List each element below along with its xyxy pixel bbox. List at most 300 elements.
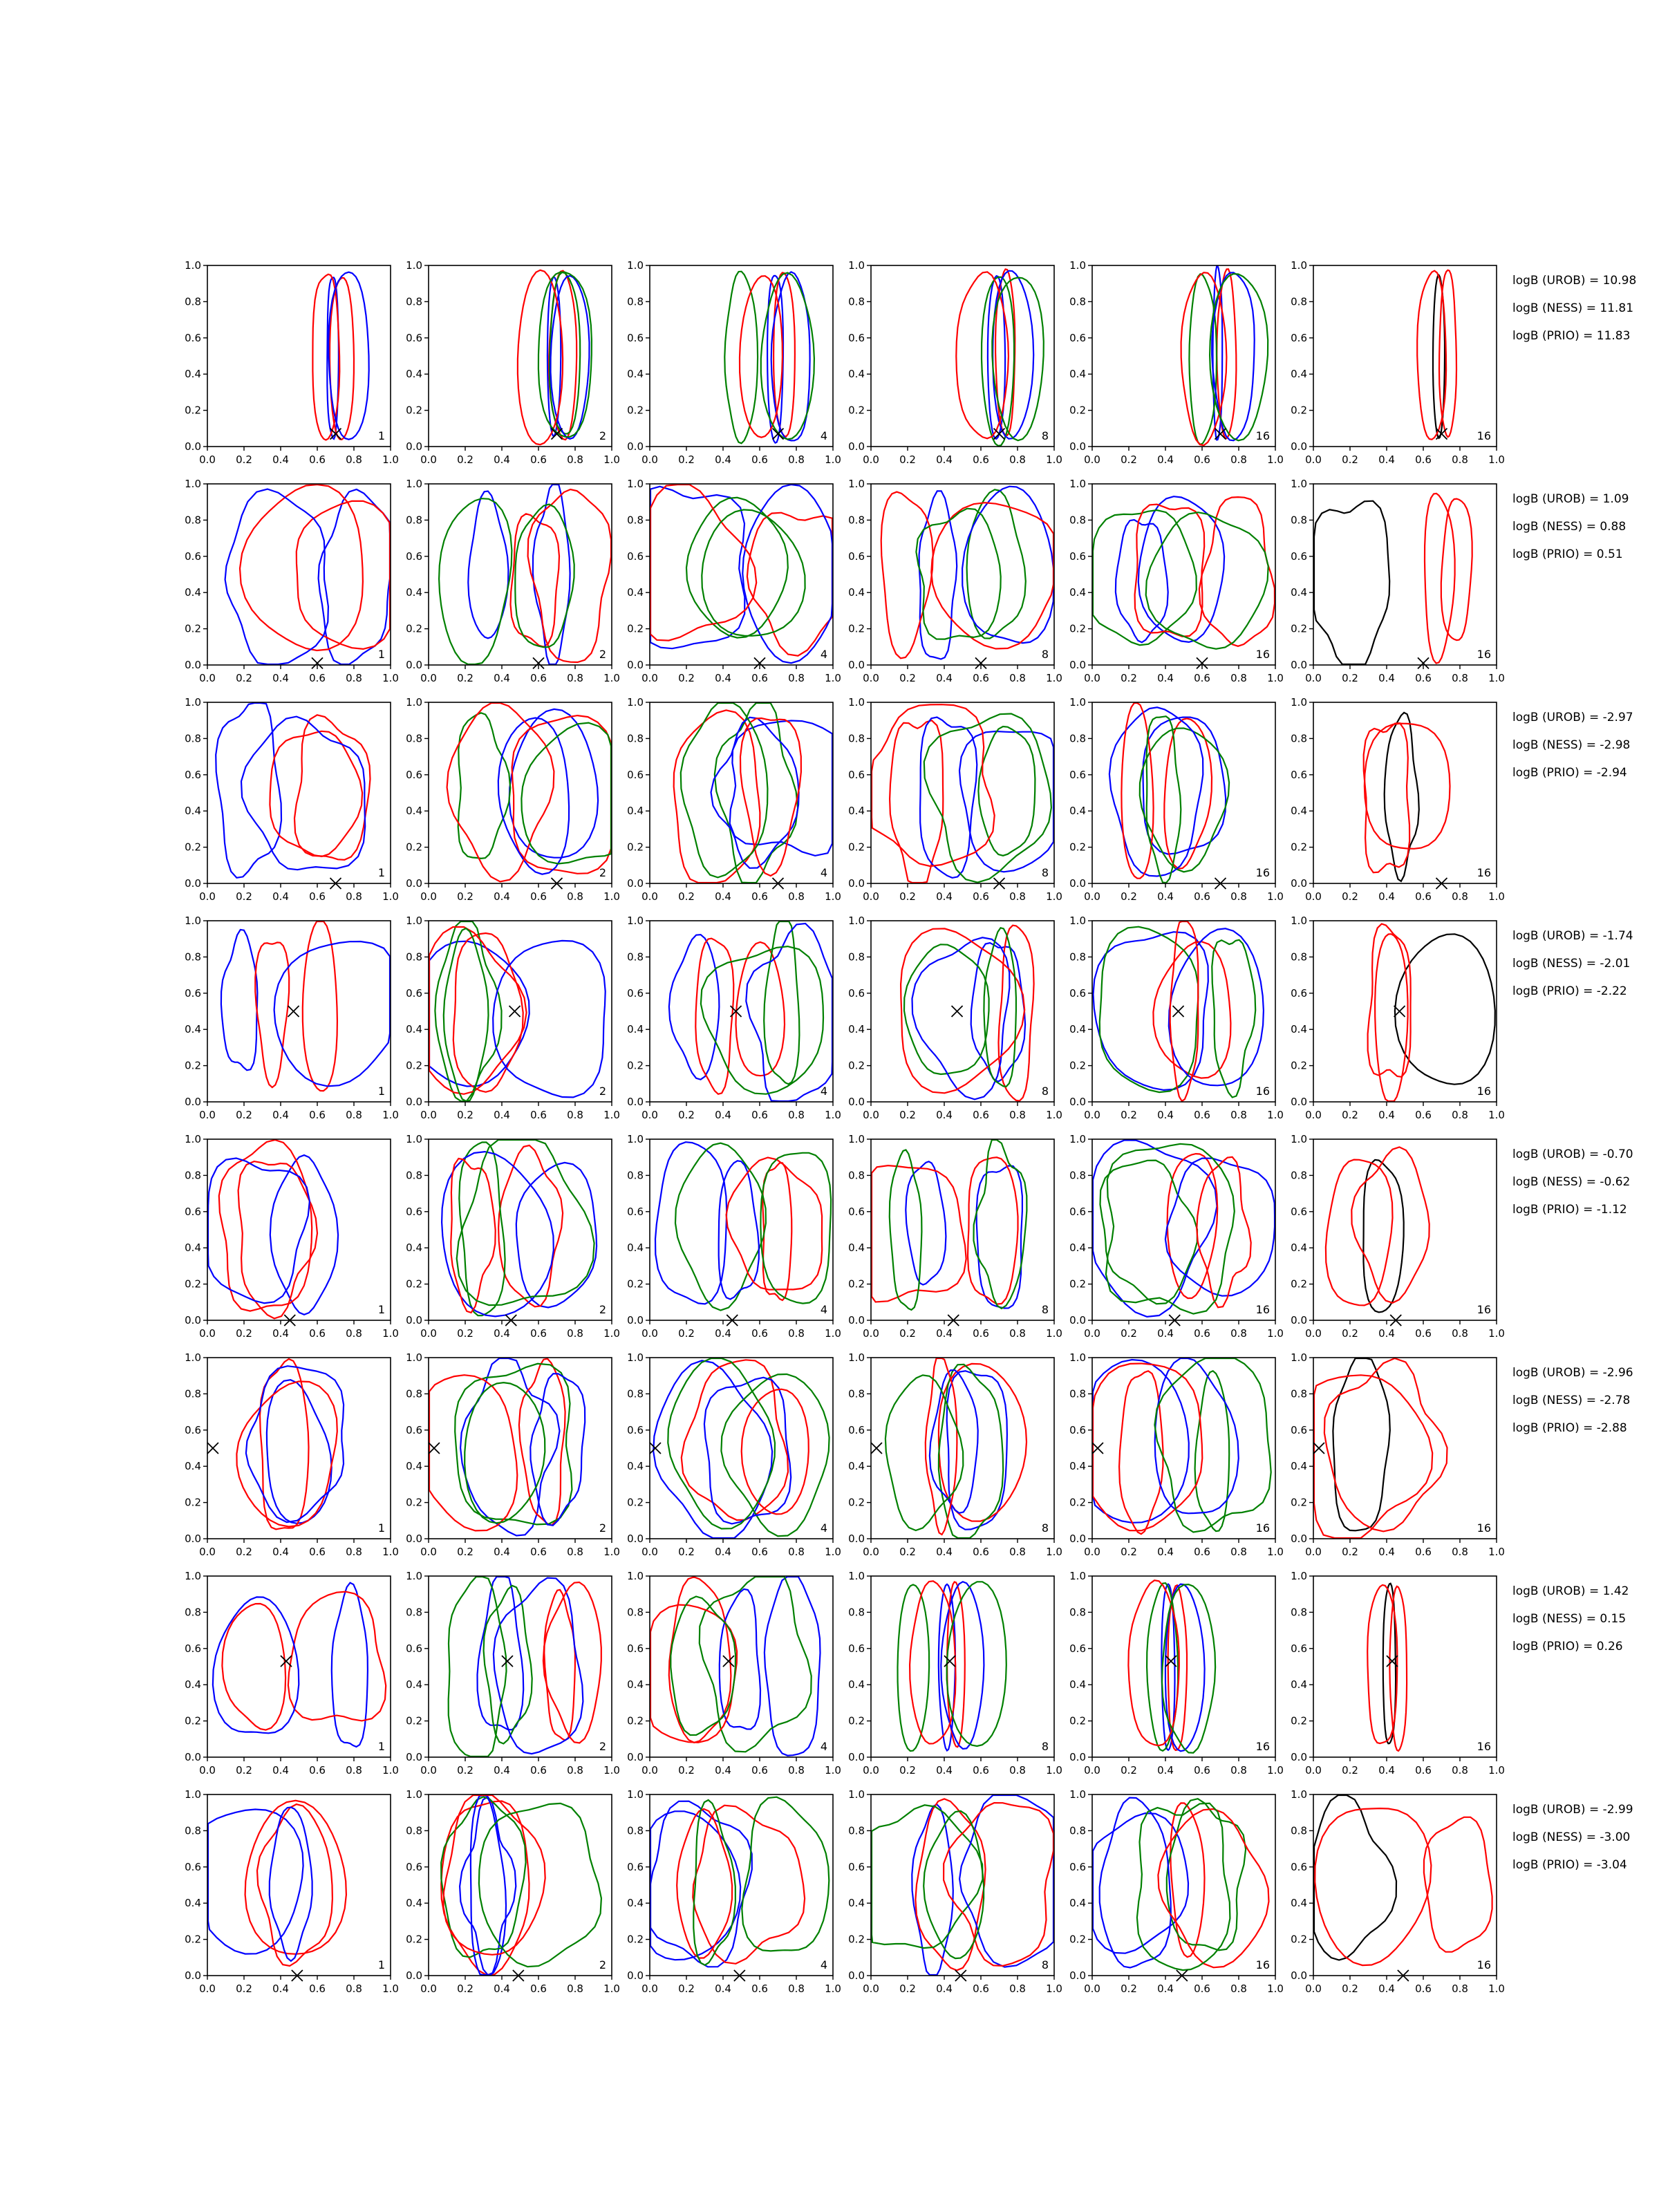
panel-count-label: 4 — [820, 1740, 827, 1753]
x-tick-label: 0.2 — [457, 1983, 474, 1995]
x-tick-label: 0.2 — [236, 1109, 252, 1121]
y-tick-label: 0.2 — [1291, 404, 1307, 417]
x-tick-label: 0.2 — [899, 672, 916, 684]
y-tick-label: 0.8 — [848, 1606, 865, 1619]
marker-x — [207, 1443, 218, 1454]
x-tick-label: 0.6 — [751, 672, 768, 684]
contour-line-red — [222, 1604, 285, 1730]
y-tick-label: 0.8 — [1291, 1606, 1307, 1619]
x-tick-label: 0.6 — [309, 1327, 326, 1340]
x-tick-label: 0.6 — [1194, 1109, 1210, 1121]
x-tick-label: 0.4 — [494, 1546, 510, 1558]
axes-frame — [1313, 265, 1497, 447]
x-tick-label: 0.8 — [1230, 1109, 1247, 1121]
y-tick-label: 0.6 — [185, 331, 201, 344]
y-tick-label: 0.8 — [848, 1387, 865, 1400]
logb-line: logB (PRIO) = 0.26 — [1512, 1640, 1623, 1653]
marker-x — [1173, 1006, 1184, 1017]
x-tick-label: 0.0 — [863, 890, 879, 903]
x-tick-label: 0.6 — [973, 890, 989, 903]
x-tick-label: 0.6 — [751, 1983, 768, 1995]
x-tick-label: 1.0 — [1488, 1546, 1505, 1558]
x-tick-label: 0.6 — [309, 1109, 326, 1121]
x-tick-label: 0.4 — [715, 1983, 731, 1995]
x-tick-label: 0.2 — [457, 453, 474, 466]
y-tick-label: 0.0 — [627, 659, 644, 671]
y-tick-label: 0.6 — [1291, 550, 1307, 563]
y-tick-label: 0.0 — [1069, 877, 1086, 890]
y-tick-label: 1.0 — [848, 1570, 865, 1582]
y-tick-label: 0.0 — [1069, 1969, 1086, 1982]
x-tick-label: 0.0 — [641, 453, 658, 466]
panel-count-label: 16 — [1477, 1958, 1491, 1971]
y-tick-label: 0.0 — [848, 659, 865, 671]
y-tick-label: 0.2 — [1069, 1714, 1086, 1727]
x-tick-label: 0.0 — [863, 1764, 879, 1777]
y-tick-label: 0.0 — [627, 1533, 644, 1545]
x-tick-label: 0.8 — [788, 1109, 805, 1121]
y-tick-label: 0.6 — [1291, 331, 1307, 344]
y-tick-label: 0.8 — [1069, 1824, 1086, 1837]
x-tick-label: 0.4 — [272, 1546, 289, 1558]
marker-x — [1092, 1443, 1103, 1454]
y-tick-label: 0.6 — [185, 1205, 201, 1218]
contour-line-green — [1195, 1371, 1230, 1531]
y-tick-label: 0.6 — [406, 1642, 422, 1655]
contour-line-black — [1363, 1160, 1403, 1313]
x-tick-label: 0.0 — [1305, 1983, 1322, 1995]
y-tick-label: 0.8 — [1291, 1824, 1307, 1837]
x-tick-label: 1.0 — [1046, 1109, 1062, 1121]
contour-line-red — [1119, 1371, 1163, 1534]
x-tick-label: 0.8 — [346, 1983, 362, 1995]
y-tick-label: 0.8 — [627, 1824, 644, 1837]
panel-count-label: 4 — [820, 866, 827, 879]
x-tick-label: 0.2 — [1121, 1109, 1137, 1121]
contour-line-green — [465, 1382, 545, 1523]
x-tick-label: 0.0 — [199, 1109, 216, 1121]
panel-r5-c5 — [1069, 1133, 1284, 1340]
y-tick-label: 0.4 — [1291, 805, 1307, 818]
contour-line-green — [444, 928, 489, 1101]
axes-frame — [1313, 1794, 1497, 1976]
contour-line-blue — [912, 937, 1010, 1099]
x-tick-label: 1.0 — [382, 1983, 399, 1995]
y-tick-label: 0.6 — [1069, 986, 1086, 1000]
panel-r8-c3 — [627, 1788, 841, 1995]
y-tick-label: 0.8 — [848, 295, 865, 308]
x-tick-label: 0.6 — [973, 672, 989, 684]
contour-line-red — [931, 503, 1053, 648]
x-tick-label: 1.0 — [382, 453, 399, 466]
contour-line-green — [701, 946, 823, 1094]
y-tick-label: 0.6 — [627, 1205, 644, 1218]
contour-line-red — [1135, 505, 1205, 637]
y-tick-label: 1.0 — [1291, 1133, 1307, 1145]
y-tick-label: 0.2 — [406, 1277, 422, 1291]
y-tick-label: 0.0 — [185, 440, 201, 453]
logb-line: logB (UROB) = -0.70 — [1512, 1147, 1633, 1161]
x-tick-label: 0.8 — [1452, 1109, 1468, 1121]
y-tick-label: 0.2 — [185, 1059, 201, 1072]
contour-line-green — [1100, 927, 1199, 1092]
panel-r2-c6 — [1291, 478, 1505, 684]
y-tick-label: 0.2 — [1069, 841, 1086, 854]
y-tick-label: 0.6 — [406, 550, 422, 563]
panel-r5-c4 — [848, 1133, 1062, 1340]
panel-r7-c2 — [406, 1570, 620, 1777]
panel-count-label: 16 — [1255, 648, 1270, 661]
x-tick-label: 1.0 — [825, 1983, 841, 1995]
y-tick-label: 0.8 — [627, 1606, 644, 1619]
contour-line-blue — [920, 718, 977, 878]
x-tick-label: 0.6 — [973, 1546, 989, 1558]
y-tick-label: 1.0 — [627, 696, 644, 709]
x-tick-label: 0.4 — [272, 1109, 289, 1121]
contour-line-green — [916, 509, 1000, 639]
x-tick-label: 1.0 — [825, 1109, 841, 1121]
x-tick-label: 0.2 — [678, 1546, 695, 1558]
x-tick-label: 1.0 — [1267, 1546, 1284, 1558]
panel-r4-c6 — [1291, 915, 1505, 1121]
y-tick-label: 1.0 — [406, 1133, 422, 1145]
panel-count-label: 8 — [1041, 1521, 1049, 1535]
y-tick-label: 1.0 — [848, 915, 865, 927]
x-tick-label: 0.2 — [1121, 672, 1137, 684]
x-tick-label: 0.6 — [973, 1764, 989, 1777]
contour-line-red — [881, 492, 933, 659]
y-tick-label: 0.8 — [1291, 732, 1307, 745]
panel-count-label: 16 — [1255, 1521, 1270, 1535]
y-tick-label: 0.0 — [1291, 1533, 1307, 1545]
y-tick-label: 0.0 — [406, 659, 422, 671]
x-tick-label: 0.4 — [715, 1764, 731, 1777]
x-tick-label: 0.2 — [1121, 453, 1137, 466]
contour-line-green — [1167, 1799, 1246, 1950]
y-tick-label: 0.4 — [848, 1678, 865, 1691]
y-tick-label: 0.2 — [1291, 1059, 1307, 1072]
y-tick-label: 1.0 — [1291, 915, 1307, 927]
y-tick-label: 0.2 — [627, 1059, 644, 1072]
y-tick-label: 0.4 — [848, 1023, 865, 1036]
contour-line-blue — [1109, 707, 1203, 876]
logb-line: logB (PRIO) = 0.51 — [1512, 547, 1623, 561]
x-tick-label: 0.0 — [1305, 1109, 1322, 1121]
y-tick-label: 0.4 — [627, 1678, 644, 1691]
y-tick-label: 0.6 — [185, 1642, 201, 1655]
y-tick-label: 0.4 — [1291, 1460, 1307, 1473]
panel-count-label: 4 — [820, 648, 827, 661]
panel-count-label: 1 — [377, 1085, 385, 1098]
x-tick-label: 0.0 — [641, 890, 658, 903]
contour-line-black — [1314, 1795, 1396, 1960]
x-tick-label: 0.2 — [1342, 672, 1358, 684]
x-tick-label: 0.8 — [1230, 1546, 1247, 1558]
x-tick-label: 0.6 — [751, 1109, 768, 1121]
x-tick-label: 0.6 — [309, 672, 326, 684]
y-tick-label: 1.0 — [1291, 1788, 1307, 1801]
y-tick-label: 0.0 — [406, 440, 422, 453]
panel-count-label: 16 — [1255, 1740, 1270, 1753]
x-tick-label: 0.4 — [715, 1109, 731, 1121]
y-tick-label: 0.0 — [848, 1751, 865, 1763]
x-tick-label: 0.4 — [272, 1764, 289, 1777]
x-tick-label: 0.0 — [199, 453, 216, 466]
panel-r6-c1 — [185, 1351, 399, 1558]
y-tick-label: 0.2 — [627, 404, 644, 417]
contour-line-green — [724, 272, 758, 444]
x-tick-label: 0.4 — [1157, 1764, 1174, 1777]
y-tick-label: 0.2 — [1291, 841, 1307, 854]
y-tick-label: 1.0 — [1069, 915, 1086, 927]
x-tick-label: 0.4 — [936, 1983, 953, 1995]
y-tick-label: 0.4 — [185, 586, 201, 599]
panel-r2-c2 — [406, 478, 620, 684]
x-tick-label: 0.2 — [678, 1764, 695, 1777]
y-tick-label: 0.8 — [185, 1387, 201, 1400]
contour-line-red — [451, 1159, 495, 1313]
y-tick-label: 0.4 — [848, 586, 865, 599]
x-tick-label: 0.4 — [715, 1327, 731, 1340]
x-tick-label: 0.2 — [236, 1764, 252, 1777]
y-tick-label: 0.0 — [627, 1096, 644, 1108]
panel-r4-c2 — [406, 915, 620, 1121]
y-tick-label: 1.0 — [627, 259, 644, 272]
y-tick-label: 0.8 — [185, 295, 201, 308]
panel-count-label: 16 — [1255, 866, 1270, 879]
contour-line-red — [1158, 1809, 1268, 1967]
contour-line-blue — [655, 1142, 727, 1304]
panel-count-label: 8 — [1041, 1303, 1049, 1316]
panel-r5-c2 — [406, 1133, 620, 1340]
y-tick-label: 0.0 — [185, 1314, 201, 1327]
x-tick-label: 0.4 — [936, 1546, 953, 1558]
y-tick-label: 0.6 — [1291, 768, 1307, 781]
panel-r7-c5 — [1069, 1570, 1284, 1777]
axes-frame — [1092, 1139, 1275, 1320]
y-tick-label: 0.4 — [848, 805, 865, 818]
panel-count-label: 16 — [1477, 429, 1491, 442]
x-tick-label: 1.0 — [1488, 1109, 1505, 1121]
x-tick-label: 1.0 — [382, 1327, 399, 1340]
panel-count-label: 1 — [377, 866, 385, 879]
x-tick-label: 0.0 — [641, 1327, 658, 1340]
y-tick-label: 0.0 — [1069, 1314, 1086, 1327]
panel-r8-c6 — [1291, 1788, 1505, 1995]
panel-r4-c3 — [627, 915, 841, 1121]
panel-r1-c5 — [1069, 259, 1284, 466]
y-tick-label: 0.0 — [1291, 1751, 1307, 1763]
contour-line-red — [736, 942, 785, 1076]
y-tick-label: 0.8 — [848, 732, 865, 745]
logb-line: logB (PRIO) = -2.88 — [1512, 1421, 1627, 1435]
x-tick-label: 0.2 — [899, 1983, 916, 1995]
x-tick-label: 1.0 — [382, 1764, 399, 1777]
x-tick-label: 0.0 — [1084, 1764, 1100, 1777]
contour-line-blue — [1165, 1159, 1275, 1296]
x-tick-label: 0.2 — [236, 890, 252, 903]
x-tick-label: 1.0 — [825, 1327, 841, 1340]
y-tick-label: 0.8 — [406, 514, 422, 527]
y-tick-label: 0.4 — [406, 368, 422, 381]
x-tick-label: 0.8 — [567, 453, 583, 466]
y-tick-label: 0.4 — [185, 805, 201, 818]
y-tick-label: 0.0 — [627, 877, 644, 890]
marker-x — [429, 1443, 440, 1454]
x-tick-label: 0.0 — [1305, 1327, 1322, 1340]
y-tick-label: 1.0 — [185, 1570, 201, 1582]
x-tick-label: 0.4 — [1157, 1983, 1174, 1995]
y-tick-label: 0.2 — [406, 1714, 422, 1727]
x-tick-label: 0.0 — [641, 672, 658, 684]
x-tick-label: 0.0 — [420, 1327, 437, 1340]
y-tick-label: 0.8 — [1069, 514, 1086, 527]
contour-line-red — [511, 514, 560, 646]
contour-line-red — [518, 270, 563, 444]
contour-line-green — [890, 1150, 922, 1311]
y-tick-label: 0.8 — [185, 1824, 201, 1837]
x-tick-label: 0.2 — [678, 1327, 695, 1340]
panel-count-label: 1 — [377, 1740, 385, 1753]
x-tick-label: 0.6 — [973, 1327, 989, 1340]
x-tick-label: 0.6 — [1194, 672, 1210, 684]
panel-count-label: 16 — [1255, 429, 1270, 442]
y-tick-label: 1.0 — [185, 1133, 201, 1145]
panel-count-label: 4 — [820, 1958, 827, 1971]
x-tick-label: 0.8 — [1009, 1109, 1026, 1121]
y-tick-label: 0.6 — [627, 986, 644, 1000]
logb-line: logB (NESS) = -3.00 — [1512, 1830, 1631, 1844]
y-tick-label: 0.2 — [1291, 1714, 1307, 1727]
x-tick-label: 0.0 — [641, 1546, 658, 1558]
x-tick-label: 1.0 — [1488, 453, 1505, 466]
x-tick-label: 0.8 — [567, 1764, 583, 1777]
x-tick-label: 0.8 — [346, 1109, 362, 1121]
y-tick-label: 0.4 — [1069, 1897, 1086, 1910]
y-tick-label: 0.0 — [185, 1096, 201, 1108]
x-tick-label: 0.2 — [1342, 1546, 1358, 1558]
x-tick-label: 0.4 — [494, 453, 510, 466]
x-tick-label: 0.8 — [1009, 453, 1026, 466]
x-tick-label: 0.6 — [1415, 453, 1432, 466]
y-tick-label: 0.6 — [848, 331, 865, 344]
contour-line-black — [1333, 1358, 1389, 1530]
panel-r3-c2 — [406, 696, 620, 903]
x-tick-label: 0.4 — [1378, 1983, 1395, 1995]
x-tick-label: 0.2 — [457, 672, 474, 684]
y-tick-label: 1.0 — [848, 1788, 865, 1801]
x-tick-label: 0.6 — [1415, 1327, 1432, 1340]
y-tick-label: 0.8 — [406, 295, 422, 308]
y-tick-label: 1.0 — [406, 478, 422, 490]
x-tick-label: 1.0 — [603, 1764, 620, 1777]
contour-line-red — [219, 1140, 312, 1311]
x-tick-label: 0.0 — [420, 890, 437, 903]
x-tick-label: 0.2 — [1121, 1983, 1137, 1995]
y-tick-label: 0.2 — [185, 622, 201, 635]
y-tick-label: 0.8 — [848, 1169, 865, 1182]
x-tick-label: 0.8 — [1230, 1764, 1247, 1777]
y-tick-label: 0.6 — [1291, 1423, 1307, 1436]
x-tick-label: 0.2 — [899, 453, 916, 466]
x-tick-label: 0.0 — [1084, 453, 1100, 466]
logb-block-row-3 — [1512, 704, 1658, 787]
y-tick-label: 1.0 — [185, 696, 201, 709]
x-tick-label: 1.0 — [382, 1546, 399, 1558]
x-tick-label: 0.8 — [346, 1327, 362, 1340]
x-tick-label: 0.4 — [494, 1109, 510, 1121]
x-tick-label: 0.2 — [1121, 1764, 1137, 1777]
x-tick-label: 0.8 — [1009, 672, 1026, 684]
y-tick-label: 1.0 — [185, 1788, 201, 1801]
x-tick-label: 0.4 — [494, 890, 510, 903]
x-tick-label: 0.8 — [567, 1546, 583, 1558]
contour-line-red — [236, 1381, 337, 1526]
x-tick-label: 0.4 — [715, 1546, 731, 1558]
contour-line-red — [763, 1163, 792, 1300]
panel-r7-c1 — [185, 1570, 399, 1777]
contour-line-red — [270, 731, 362, 856]
y-tick-label: 0.8 — [1291, 950, 1307, 964]
panel-r3-c1 — [185, 696, 399, 903]
x-tick-label: 1.0 — [603, 1109, 620, 1121]
x-tick-label: 1.0 — [1046, 1546, 1062, 1558]
y-tick-label: 0.4 — [1291, 586, 1307, 599]
marker-x — [944, 1656, 955, 1667]
x-tick-label: 1.0 — [382, 1109, 399, 1121]
contour-line-red — [1093, 1364, 1202, 1531]
y-tick-label: 0.8 — [185, 1606, 201, 1619]
contour-line-red — [312, 274, 339, 440]
logb-block-row-1 — [1512, 267, 1658, 350]
y-tick-label: 0.4 — [1069, 1241, 1086, 1255]
y-tick-label: 0.2 — [848, 1059, 865, 1072]
logb-block-row-6 — [1512, 1359, 1658, 1442]
contour-line-red — [1197, 1157, 1250, 1308]
panel-count-label: 16 — [1477, 1085, 1491, 1098]
y-tick-label: 0.8 — [627, 295, 644, 308]
x-tick-label: 1.0 — [603, 672, 620, 684]
y-tick-label: 0.6 — [1069, 768, 1086, 781]
contour-line-red — [1326, 1160, 1393, 1306]
y-tick-label: 0.4 — [627, 586, 644, 599]
contour-line-red — [682, 1360, 788, 1520]
x-tick-label: 1.0 — [1267, 890, 1284, 903]
x-tick-label: 0.2 — [678, 453, 695, 466]
x-tick-label: 1.0 — [603, 1983, 620, 1995]
x-tick-label: 0.0 — [641, 1764, 658, 1777]
y-tick-label: 0.6 — [1069, 1423, 1086, 1436]
x-tick-label: 0.2 — [678, 1983, 695, 1995]
y-tick-label: 0.0 — [1291, 877, 1307, 890]
y-tick-label: 0.6 — [406, 331, 422, 344]
y-tick-label: 0.4 — [627, 805, 644, 818]
y-tick-label: 0.4 — [1291, 1678, 1307, 1691]
x-tick-label: 0.6 — [1415, 1109, 1432, 1121]
y-tick-label: 0.2 — [848, 1933, 865, 1946]
x-tick-label: 0.4 — [1378, 1546, 1395, 1558]
y-tick-label: 0.2 — [185, 841, 201, 854]
x-tick-label: 0.0 — [420, 672, 437, 684]
x-tick-label: 0.0 — [1084, 1109, 1100, 1121]
contour-line-red — [544, 1590, 575, 1741]
y-tick-label: 0.6 — [406, 1860, 422, 1873]
x-tick-label: 1.0 — [1046, 1764, 1062, 1777]
x-tick-label: 0.4 — [936, 672, 953, 684]
y-tick-label: 0.4 — [1069, 1678, 1086, 1691]
logb-line: logB (PRIO) = -2.94 — [1512, 766, 1627, 780]
x-tick-label: 1.0 — [825, 453, 841, 466]
